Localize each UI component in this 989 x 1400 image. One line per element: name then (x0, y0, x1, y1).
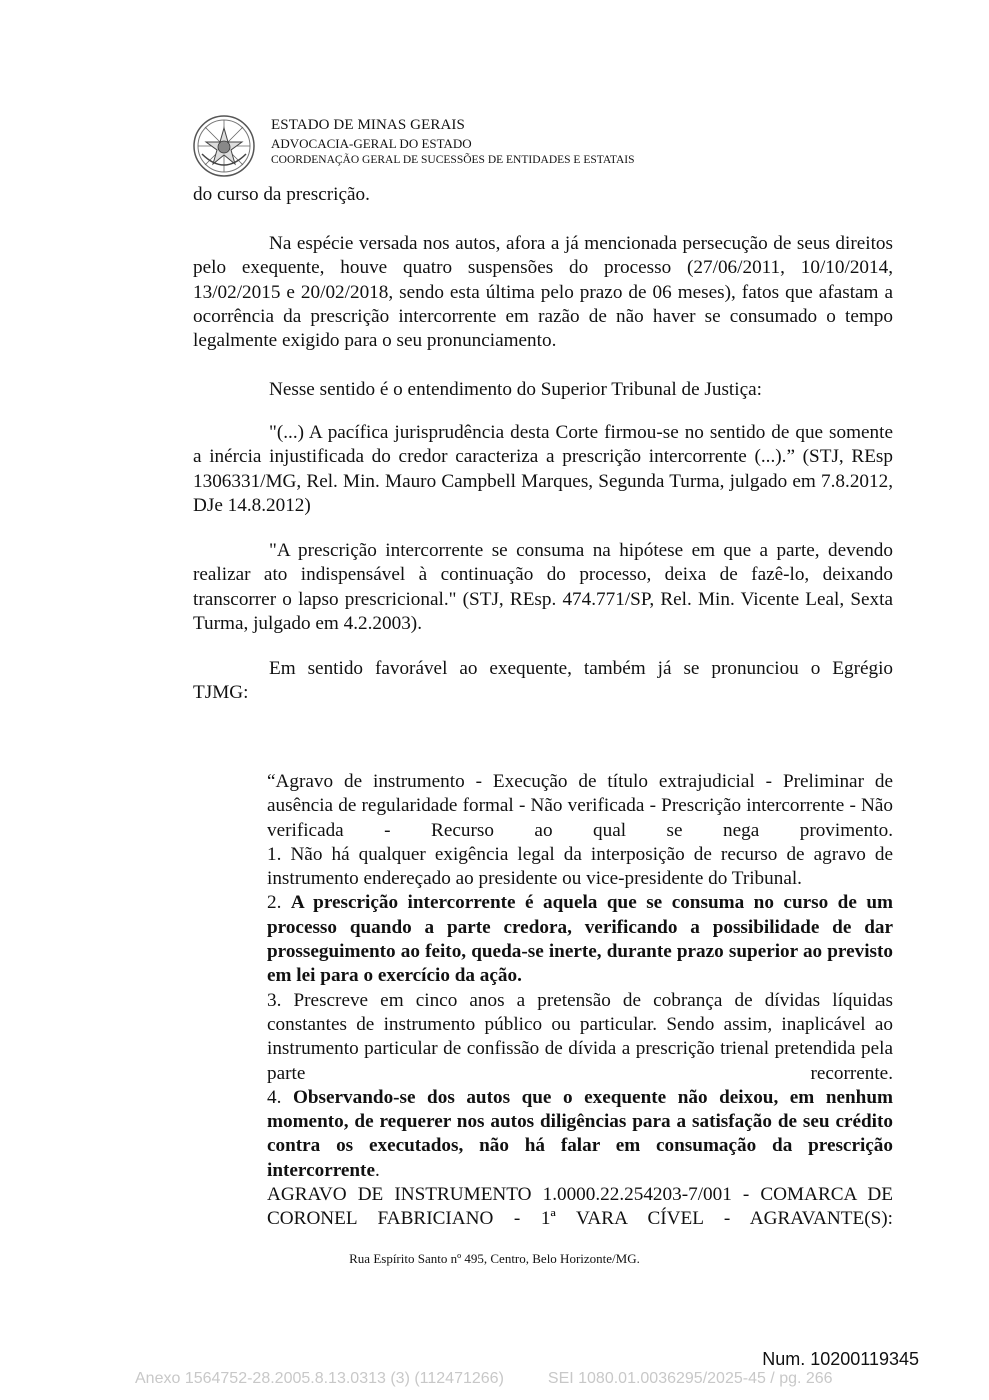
paragraph-tjmg-intro (193, 657, 893, 706)
footer-address: Rua Espírito Santo nº 495, Centro, Belo Horizonte/MG. (349, 1251, 640, 1266)
paragraph-text: Nesse sentido é o entendimento do Superior Tribunal de Justiça: (269, 379, 762, 400)
quote-item-2 (267, 891, 893, 988)
paragraph-text: do curso da prescrição. (193, 184, 370, 205)
document-header (192, 114, 752, 184)
paragraph-text: Em sentido favorável ao exequente, também já se pronunciou o Egrégio (269, 658, 893, 679)
paragraph-text: "(...) A pacífica jurisprudência desta Corte firmou-se no sentido de que somente a inércia injustificada do credor caracteriza a prescrição intercorrente (...).” (STJ, REsp 1306331/MG, Rel. Min. Mauro Campbell Marques, Segunda Turma, julgado em 7.8.2012, DJe 14.8.2012) (193, 422, 893, 516)
quote-case-reference: AGRAVO DE INSTRUMENTO 1.0000.22.254203-7/001 - COMARCA DE CORONEL FABRICIANO - 1ª VARA CÍVEL - AGRAVANTE(S): (267, 1184, 893, 1230)
annex-stamp (135, 1370, 833, 1388)
document-number: Num. 10200119345 (762, 1349, 919, 1369)
quote-item-end: . (374, 1159, 380, 1181)
annex-reference: Anexo 1564752-28.2005.8.13.0313 (3) (112471266) (135, 1370, 504, 1387)
header-state: ESTADO DE MINAS GERAIS (271, 117, 465, 133)
paragraph-continuation (193, 183, 893, 207)
paragraph-stj-citation-1 (193, 421, 893, 518)
paragraph-text: "A prescrição intercorrente se consuma na hipótese em que a parte, devendo realizar ato indispensável à continuação do processo, deixa de fazê-lo, deixando transcorrer o lapso prescricional." (STJ, REsp. 474.771/SP, Rel. Min. Vicente Leal, Sexta Turma, julgado em 4.2.2003). (193, 540, 893, 634)
header-department: COORDENAÇÃO GERAL DE SUCESSÕES DE ENTIDADES E ESTATAIS (271, 154, 635, 166)
quote-item-3: 3. Prescreve em cinco anos a pretensão de cobrança de dívidas líquidas constantes de instrumento público ou particular. Sendo assim, inaplicável ao instrumento particular de confissão de dívida a prescrição trienal pretendida pela parte recorrente. (267, 989, 893, 1084)
tjmg-quote-block (267, 770, 893, 1232)
quote-headnote: “Agravo de instrumento - Execução de título extrajudicial - Preliminar de ausência de regularidade formal - Não verificada - Prescrição intercorrente - Não verificada - Recurso ao qual se nega provimento. (267, 771, 893, 841)
sei-reference: SEI 1080.01.0036295/2025-45 / pg. 266 (547, 1370, 833, 1387)
quote-item-number: 4. (267, 1086, 293, 1108)
paragraph-stj-intro (193, 378, 893, 402)
quote-item-number: 2. (267, 892, 291, 914)
quote-item-bold: Observando-se dos autos que o exequente não deixou, em nenhum momento, de requerer nos autos diligências para a satisfação de seu crédito contra os executados, não há falar em consumação da prescrição intercorrente (267, 1086, 894, 1181)
paragraph-text: Na espécie versada nos autos, afora a já mencionada persecução de seus direitos pelo exequente, houve quatro suspensões do processo (27/06/2011, 10/10/2014, 13/02/2015 e 20/02/2018, sendo esta última pelo prazo de 06 meses), fatos que afastam a ocorrência da prescrição intercorrente em razão de não haver se consumado o tempo legalmente exigido para o seu pronunciamento. (193, 233, 893, 352)
state-seal-icon (192, 114, 256, 178)
paragraph-stj-citation-2 (193, 539, 893, 636)
quote-item-1: 1. Não há qualquer exigência legal da interposição de recurso de agravo de instrumento endereçado ao presidente ou vice-presidente do Tribunal. (267, 843, 893, 890)
paragraph-suspensions (193, 232, 893, 353)
quote-item-4 (267, 1086, 893, 1183)
paragraph-text: TJMG: (193, 682, 249, 704)
quote-item-bold: A prescrição intercorrente é aquela que se consuma no curso de um processo quando a parte credora, verificando a possibilidade de dar prosseguimento ao feito, queda-se inerte, durante prazo superior ao previsto em lei para o exercício da ação. (267, 892, 894, 987)
header-agency: ADVOCACIA-GERAL DO ESTADO (271, 136, 472, 151)
